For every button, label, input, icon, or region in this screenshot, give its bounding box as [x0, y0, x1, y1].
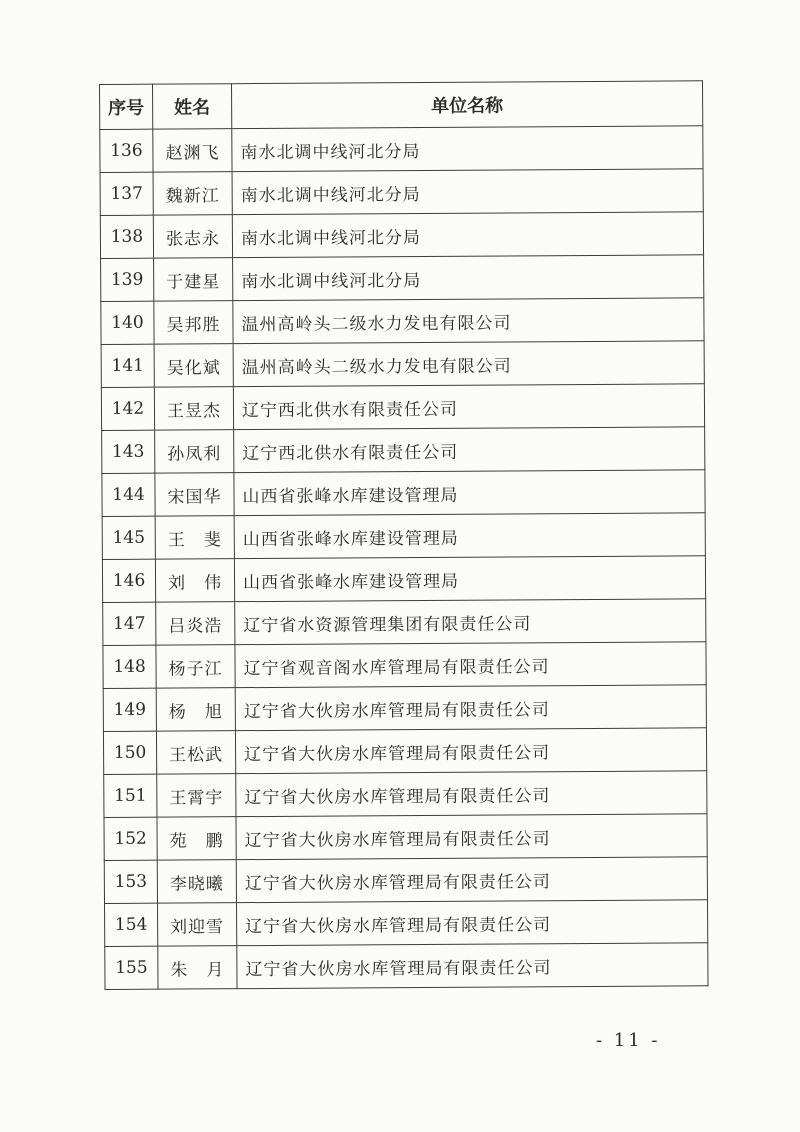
table-row [103, 599, 706, 646]
row-person-name: 吴化斌 [154, 344, 233, 387]
table-row [100, 212, 703, 259]
row-serial-number: 155 [105, 946, 158, 989]
row-person-name: 魏新江 [153, 172, 232, 215]
table-row [103, 728, 706, 775]
row-serial-number: 138 [100, 215, 153, 258]
row-serial-number: 150 [103, 731, 156, 774]
row-unit-name: 南水北调中线河北分局 [233, 255, 704, 301]
header-serial-number: 序号 [100, 84, 153, 129]
table-row [101, 341, 704, 388]
row-unit-name: 辽宁省大伙房水库管理局有限责任公司 [235, 685, 706, 731]
row-unit-name: 温州高岭头二级水力发电有限公司 [233, 298, 704, 344]
row-serial-number: 141 [101, 344, 154, 387]
row-person-name: 孙凤利 [155, 430, 234, 473]
row-unit-name: 南水北调中线河北分局 [232, 126, 703, 172]
row-serial-number: 154 [105, 903, 158, 946]
row-unit-name: 辽宁省大伙房水库管理局有限责任公司 [236, 814, 707, 860]
table-body [100, 126, 708, 990]
table-row [104, 857, 707, 904]
row-person-name: 李晓曦 [157, 860, 236, 903]
table-row [102, 556, 705, 603]
row-unit-name: 辽宁西北供水有限责任公司 [234, 427, 705, 473]
row-unit-name: 山西省张峰水库建设管理局 [234, 513, 705, 559]
row-serial-number: 153 [104, 860, 157, 903]
row-person-name: 王 斐 [155, 516, 234, 559]
table-row [100, 126, 703, 173]
row-serial-number: 137 [100, 172, 153, 215]
row-person-name: 王松武 [156, 731, 235, 774]
header-name: 姓名 [153, 84, 232, 129]
row-serial-number: 152 [104, 817, 157, 860]
row-serial-number: 146 [102, 559, 155, 602]
row-person-name: 王昱杰 [154, 387, 233, 430]
row-person-name: 吕炎浩 [156, 602, 235, 645]
row-person-name: 王霄宇 [157, 774, 236, 817]
row-serial-number: 148 [103, 645, 156, 688]
row-unit-name: 南水北调中线河北分局 [232, 212, 703, 258]
row-person-name: 宋国华 [155, 473, 234, 516]
row-person-name: 刘 伟 [155, 559, 234, 602]
row-serial-number: 139 [101, 258, 154, 301]
row-person-name: 苑 鹏 [157, 817, 236, 860]
row-unit-name: 辽宁省观音阁水库管理局有限责任公司 [235, 642, 706, 688]
row-person-name: 刘迎雪 [158, 903, 237, 946]
row-serial-number: 149 [103, 688, 156, 731]
table-row [101, 384, 704, 431]
table-row [102, 427, 705, 474]
row-person-name: 朱 月 [158, 946, 237, 989]
table-row [101, 255, 704, 302]
row-serial-number: 147 [103, 602, 156, 645]
row-unit-name: 温州高岭头二级水力发电有限公司 [233, 341, 704, 387]
row-unit-name: 辽宁西北供水有限责任公司 [233, 384, 704, 430]
row-person-name: 杨 旭 [156, 688, 235, 731]
row-unit-name: 南水北调中线河北分局 [232, 169, 703, 215]
row-serial-number: 145 [102, 516, 155, 559]
table-row [105, 900, 708, 947]
header-unit-name: 单位名称 [232, 81, 703, 129]
table-row [104, 814, 707, 861]
row-unit-name: 山西省张峰水库建设管理局 [234, 470, 705, 516]
row-unit-name: 辽宁省大伙房水库管理局有限责任公司 [236, 771, 707, 817]
row-person-name: 杨子江 [156, 645, 235, 688]
table-row [102, 513, 705, 560]
row-serial-number: 143 [102, 430, 155, 473]
table-row [105, 943, 708, 990]
row-unit-name: 辽宁省大伙房水库管理局有限责任公司 [236, 857, 707, 903]
row-serial-number: 144 [102, 473, 155, 516]
row-person-name: 赵渊飞 [153, 129, 232, 172]
table-row [103, 685, 706, 732]
table-header-row [100, 81, 703, 130]
row-unit-name: 辽宁省大伙房水库管理局有限责任公司 [237, 900, 708, 946]
row-serial-number: 140 [101, 301, 154, 344]
row-serial-number: 151 [104, 774, 157, 817]
table-row [102, 470, 705, 517]
table-row [104, 771, 707, 818]
row-person-name: 张志永 [153, 215, 232, 258]
roster-table [99, 80, 709, 990]
row-person-name: 于建星 [154, 258, 233, 301]
row-unit-name: 辽宁省水资源管理集团有限责任公司 [235, 599, 706, 645]
row-serial-number: 136 [100, 129, 153, 172]
row-person-name: 吴邦胜 [154, 301, 233, 344]
table-row [100, 169, 703, 216]
table-row [103, 642, 706, 689]
row-unit-name: 辽宁省大伙房水库管理局有限责任公司 [235, 728, 706, 774]
table-row [101, 298, 704, 345]
row-unit-name: 辽宁省大伙房水库管理局有限责任公司 [237, 943, 708, 989]
row-unit-name: 山西省张峰水库建设管理局 [234, 556, 705, 602]
page-number: - 11 - [596, 1030, 661, 1051]
row-serial-number: 142 [101, 387, 154, 430]
